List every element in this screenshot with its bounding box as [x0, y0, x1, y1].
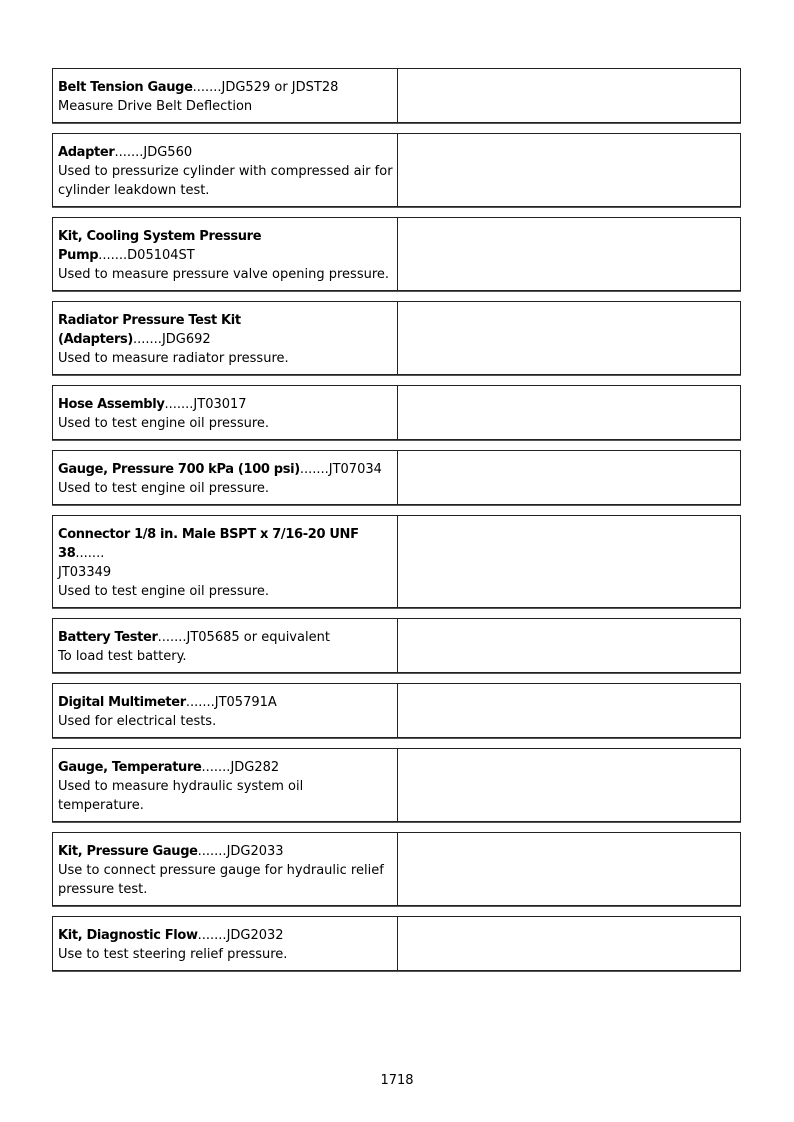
tool-text-cell [53, 218, 398, 290]
tool-part-number: JDG692 [161, 332, 211, 347]
tool-entry-battery-tester [52, 618, 741, 673]
tool-description: Used to test engine oil pressure. [58, 481, 270, 496]
tool-description: To load test battery. [58, 649, 187, 664]
leader-dots: ....... [164, 397, 194, 412]
leader-dots: ....... [192, 80, 222, 95]
tool-image-cell [398, 218, 740, 290]
tool-part-number: JT07034 [328, 462, 382, 477]
tool-name: Radiator Pressure Test Kit (Adapters) [58, 313, 241, 347]
tool-image-cell [398, 386, 740, 439]
tool-description: Measure Drive Belt Deflection [58, 99, 253, 114]
leader-dots: ....... [185, 695, 215, 710]
tool-part-number: JDG2032 [226, 928, 284, 943]
tool-description: Used to measure hydraulic system oil temperature. [58, 779, 304, 813]
tool-text-cell [53, 833, 398, 905]
tool-text-cell [53, 516, 398, 607]
tool-text-cell [53, 451, 398, 504]
tool-name: Battery Tester [58, 630, 158, 645]
leader-dots: ....... [133, 332, 162, 347]
tool-part-number: JDG282 [230, 760, 280, 775]
tool-text-cell [53, 134, 398, 206]
tool-text-cell [53, 386, 398, 439]
tool-entry-belt-tension-gauge [52, 68, 741, 123]
tool-entry-connector [52, 515, 741, 608]
tool-image-cell [398, 134, 740, 206]
leader-dots: ....... [114, 145, 144, 160]
tool-name: Kit, Diagnostic Flow [58, 928, 198, 943]
tool-name: Gauge, Pressure 700 kPa (100 psi) [58, 462, 300, 477]
tool-entry-diagnostic-flow-kit [52, 916, 741, 971]
tool-entry-hose-assembly [52, 385, 741, 440]
tool-name: Belt Tension Gauge [58, 80, 193, 95]
tool-name: Kit, Pressure Gauge [58, 844, 198, 859]
tool-description: Used for electrical tests. [58, 714, 217, 729]
tool-description: Used to measure pressure valve opening pressure. [58, 267, 390, 282]
tool-image-cell [398, 69, 740, 122]
tool-image-cell [398, 619, 740, 672]
tool-part-number: JDG2033 [226, 844, 284, 859]
tool-text-cell [53, 749, 398, 821]
tool-name: Hose Assembly [58, 397, 165, 412]
tool-entry-pressure-gauge-kit [52, 832, 741, 906]
tool-list [52, 68, 741, 981]
tool-image-cell [398, 516, 740, 607]
tool-image-cell [398, 451, 740, 504]
tool-entry-digital-multimeter [52, 683, 741, 738]
tool-text-cell [53, 619, 398, 672]
tool-description: Used to test engine oil pressure. [58, 584, 270, 599]
tool-description: Used to test engine oil pressure. [58, 416, 270, 431]
tool-name: Kit, Cooling System Pressure Pump [58, 229, 262, 263]
tool-part-number: JT03349 [58, 565, 112, 580]
tool-description: Use to connect pressure gauge for hydraulic relief pressure test. [58, 863, 384, 897]
tool-image-cell [398, 302, 740, 374]
tool-text-cell [53, 917, 398, 970]
leader-dots: ....... [98, 248, 128, 263]
tool-text-cell [53, 69, 398, 122]
tool-text-cell [53, 684, 398, 737]
tool-name: Adapter [58, 145, 115, 160]
tool-description: Use to test steering relief pressure. [58, 947, 288, 962]
tool-image-cell [398, 917, 740, 970]
tool-entry-radiator-pressure-test-kit [52, 301, 741, 375]
tool-image-cell [398, 684, 740, 737]
tool-text-cell [53, 302, 398, 374]
tool-name: Gauge, Temperature [58, 760, 202, 775]
tool-image-cell [398, 833, 740, 905]
tool-part-number: JT05791A [214, 695, 277, 710]
leader-dots: ....... [157, 630, 187, 645]
leader-dots: ....... [197, 844, 227, 859]
tool-entry-adapter [52, 133, 741, 207]
leader-dots: ....... [201, 760, 231, 775]
leader-dots: ....... [75, 546, 105, 561]
leader-dots: ....... [299, 462, 329, 477]
tool-part-number: JDG560 [143, 145, 193, 160]
tool-part-number: JT05685 or equivalent [186, 630, 330, 645]
page-number: 1718 [380, 1073, 414, 1088]
tool-name: Connector 1/8 in. Male BSPT x 7/16-20 UNF 38 [58, 527, 359, 561]
tool-entry-temperature-gauge [52, 748, 741, 822]
tool-entry-pressure-gauge [52, 450, 741, 505]
tool-image-cell [398, 749, 740, 821]
tool-entry-cooling-system-pressure-pump [52, 217, 741, 291]
tool-description: Used to pressurize cylinder with compressed air for cylinder leakdown test. [58, 164, 393, 198]
tool-description: Used to measure radiator pressure. [58, 351, 289, 366]
tool-name: Digital Multimeter [58, 695, 186, 710]
leader-dots: ....... [197, 928, 227, 943]
tool-part-number: D05104ST [127, 248, 195, 263]
tool-part-number: JDG529 or JDST28 [221, 80, 339, 95]
tool-part-number: JT03017 [193, 397, 247, 412]
